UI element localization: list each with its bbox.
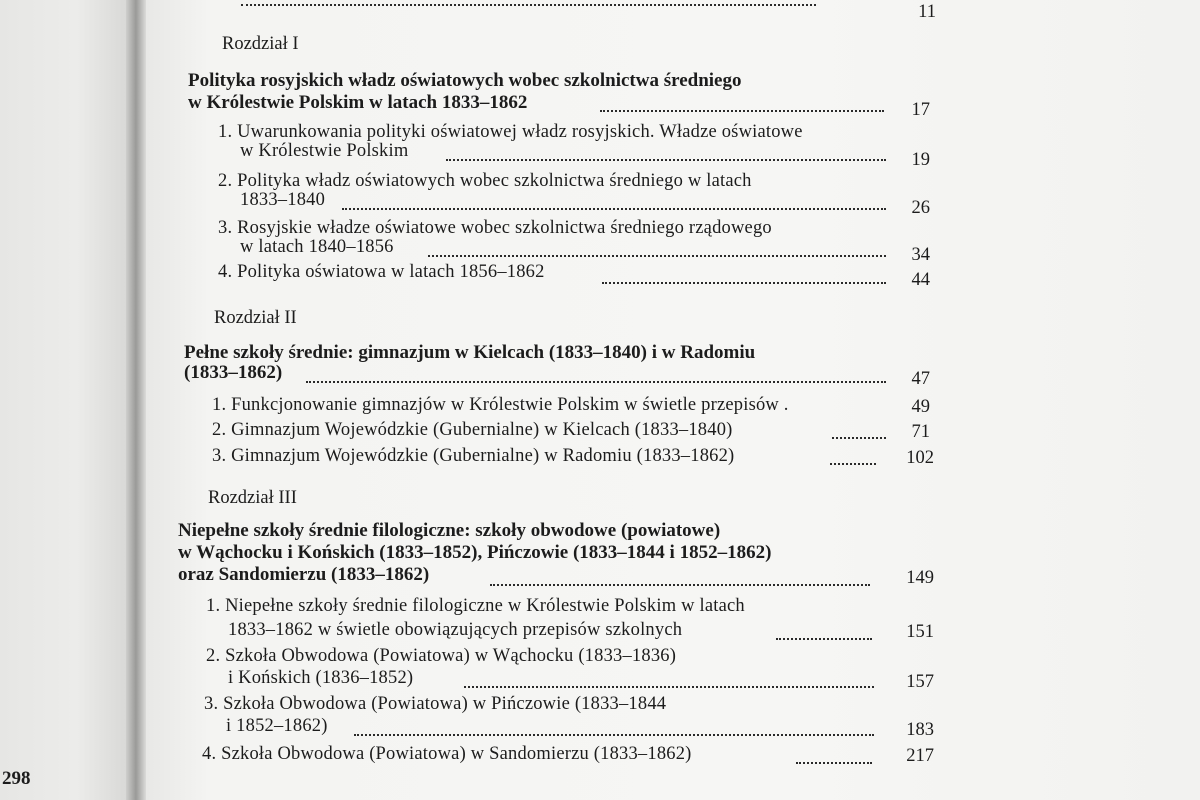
chapter-title: w Wąchocku i Końskich (1833–1852), Pińczowie (1833–1844 i 1852–1862) — [178, 542, 772, 563]
leader-dots — [600, 110, 884, 112]
toc-entry: 3. Rosyjskie władze oświatowe wobec szkolnictwa średniego rządowego — [218, 218, 772, 238]
leader-dots — [342, 208, 886, 210]
section-page-number: 183 — [906, 720, 934, 740]
leader-dots — [464, 686, 874, 688]
section-page-number: 49 — [911, 397, 930, 417]
toc-entry: 4. Polityka oświatowa w latach 1856–1862 — [218, 262, 545, 282]
section-page-number: 44 — [911, 270, 930, 290]
left-page — [0, 0, 128, 800]
section-page-number: 151 — [906, 622, 934, 642]
chapter-heading: Rozdział II — [214, 308, 297, 328]
toc-entry: 3. Gimnazjum Wojewódzkie (Gubernialne) w Radomiu (1833–1862) — [212, 446, 735, 466]
toc-entry: 1. Niepełne szkoły średnie filologiczne w Królestwie Polskim w latach — [206, 596, 745, 616]
leader-dots — [354, 734, 874, 736]
toc-entry: w Królestwie Polskim — [240, 141, 409, 161]
chapter-page-number: 17 — [911, 100, 930, 120]
toc-entry: 1. Funkcjonowanie gimnazjów w Królestwie Polskim w świetle przepisów . — [212, 395, 789, 415]
toc-entry: i 1852–1862) — [226, 716, 328, 736]
toc-entry: 2. Szkoła Obwodowa (Powiatowa) w Wąchocku (1833–1836) — [206, 646, 677, 666]
toc-entry: 4. Szkoła Obwodowa (Powiatowa) w Sandomierzu (1833–1862) — [202, 744, 692, 764]
section-page-number: 71 — [911, 422, 930, 442]
leader-dots — [446, 159, 886, 161]
leader-dots — [306, 381, 886, 383]
chapter-heading: Rozdział III — [208, 488, 297, 508]
toc-entry: 1. Uwarunkowania polityki oświatowej władz rosyjskich. Władze oświatowe — [218, 122, 803, 142]
chapter-title: Niepełne szkoły średnie filologiczne: szkoły obwodowe (powiatowe) — [178, 520, 721, 541]
toc-entry: 3. Szkoła Obwodowa (Powiatowa) w Pińczowie (1833–1844 — [204, 694, 667, 714]
section-page-number: 26 — [911, 198, 930, 218]
chapter-title: (1833–1862) — [184, 362, 283, 383]
section-page-number: 19 — [911, 150, 930, 170]
leader-dots — [602, 282, 886, 284]
leader-dots — [241, 4, 816, 6]
chapter-page-number: 149 — [906, 568, 934, 588]
toc-entry: 2. Gimnazjum Wojewódzkie (Gubernialne) w Kielcach (1833–1840) — [212, 420, 733, 440]
section-page-number: 102 — [906, 448, 934, 468]
chapter-title: oraz Sandomierzu (1833–1862) — [178, 564, 430, 585]
section-page-number: 157 — [906, 672, 934, 692]
toc-entry: w latach 1840–1856 — [240, 237, 394, 257]
toc-entry: 1833–1840 — [240, 190, 326, 210]
toc-entry: 2. Polityka władz oświatowych wobec szkolnictwa średniego w latach — [218, 171, 752, 191]
leader-dots — [796, 762, 872, 764]
chapter-title: Pełne szkoły średnie: gimnazjum w Kielcach (1833–1840) i w Radomiu — [184, 342, 756, 363]
toc-page — [146, 0, 1200, 800]
book-gutter — [126, 0, 148, 800]
section-page-number: 34 — [911, 245, 930, 265]
leader-dots — [830, 463, 876, 465]
page-number: 298 — [2, 768, 31, 789]
section-page-number: 217 — [906, 746, 934, 766]
chapter-title: w Królestwie Polskim w latach 1833–1862 — [188, 92, 528, 113]
leader-dots — [490, 584, 870, 586]
chapter-page-number: 47 — [911, 369, 930, 389]
leader-dots — [776, 638, 872, 640]
leader-dots — [428, 255, 886, 257]
chapter-heading: Rozdział I — [222, 34, 299, 54]
intro-page-number: 11 — [918, 2, 936, 22]
toc-entry: 1833–1862 w świetle obowiązujących przepisów szkolnych — [228, 620, 683, 640]
chapter-title: Polityka rosyjskich władz oświatowych wobec szkolnictwa średniego — [188, 70, 742, 91]
toc-entry: i Końskich (1836–1852) — [228, 668, 414, 688]
